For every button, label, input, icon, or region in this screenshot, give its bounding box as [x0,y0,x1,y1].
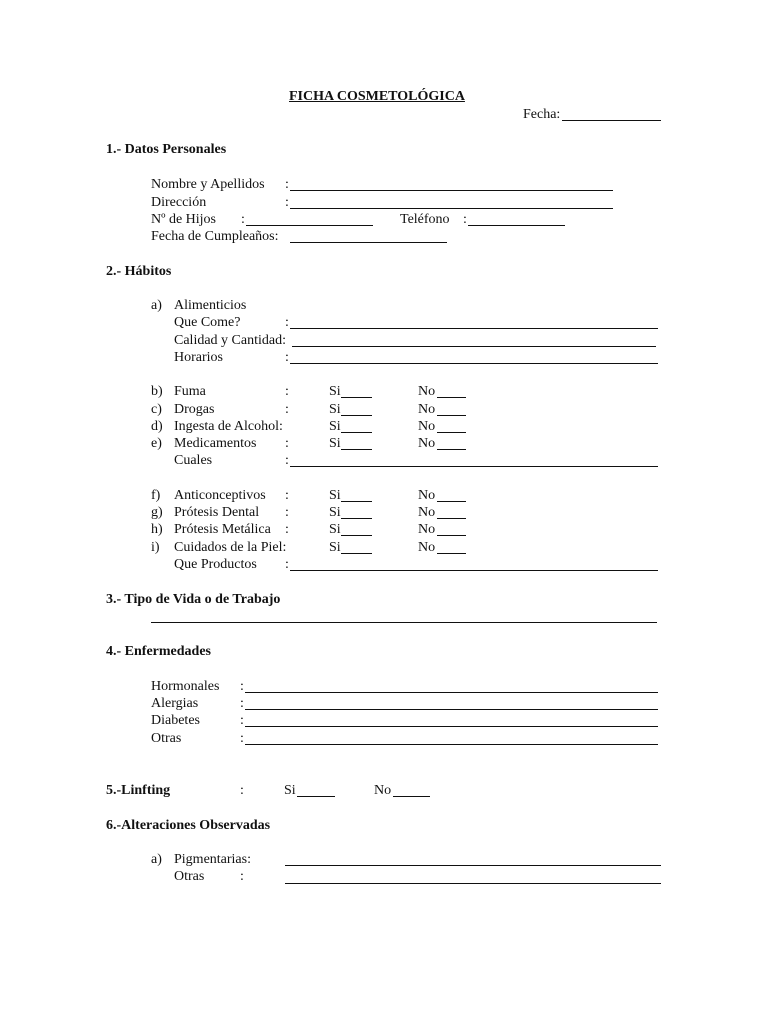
hormonales-colon: : [240,679,244,694]
direccion-field[interactable] [290,208,613,209]
hormonales-label: Hormonales [151,679,220,694]
nombre-label: Nombre y Apellidos [151,177,265,192]
fuma-label: Fuma [174,384,206,399]
medicamentos-label: Medicamentos [174,436,257,451]
linfting-no: No [374,783,392,798]
protesis-dental-si: Si [329,505,341,520]
hijos-field[interactable] [246,225,373,226]
otras-alt-colon: : [240,869,244,884]
telefono-field[interactable] [468,225,565,226]
cuidados-piel-label: Cuidados de la Piel: [174,540,287,555]
fecha-label: Fecha: [523,107,561,122]
drogas-no: No [418,402,436,417]
section-1-heading: 1.- Datos Personales [106,142,227,157]
alcohol-label: Ingesta de Alcohol: [174,419,283,434]
protesis-dental-label: Prótesis Dental [174,505,260,520]
section-3-heading: 3.- Tipo de Vida o de Trabajo [106,592,281,607]
fuma-si-field[interactable] [341,397,372,398]
que-come-colon: : [285,315,289,330]
protesis-metalica-si-field[interactable] [341,535,372,536]
cuidados-piel-no-field[interactable] [437,553,466,554]
cuidados-piel-si-field[interactable] [341,553,372,554]
fecha-field[interactable] [562,120,661,121]
fuma-colon: : [285,384,289,399]
que-come-field[interactable] [290,328,658,329]
medicamentos-si: Si [329,436,341,451]
habito-d-marker: d) [151,419,163,434]
otras-enf-colon: : [240,731,244,746]
cumple-label: Fecha de Cumpleaños: [151,229,279,244]
otras-alt-field[interactable] [285,883,661,884]
anticonceptivos-si-field[interactable] [341,501,372,502]
anticonceptivos-colon: : [285,488,289,503]
protesis-metalica-no: No [418,522,436,537]
section-5-heading: 5.-Linfting [106,783,171,798]
hijos-label: Nº de Hijos [151,212,217,227]
anticonceptivos-no: No [418,488,436,503]
page-title: FICHA COSMETOLÓGICA [289,89,465,104]
habito-g-marker: g) [151,505,163,520]
habito-c-marker: c) [151,402,162,417]
drogas-no-field[interactable] [437,415,466,416]
drogas-si-field[interactable] [341,415,372,416]
diabetes-colon: : [240,713,244,728]
protesis-metalica-no-field[interactable] [437,535,466,536]
que-productos-label: Que Productos [174,557,257,572]
linfting-no-field[interactable] [393,796,430,797]
medicamentos-no: No [418,436,436,451]
protesis-dental-colon: : [285,505,289,520]
medicamentos-si-field[interactable] [341,449,372,450]
habito-a-label: Alimenticios [174,298,247,313]
que-productos-colon: : [285,557,289,572]
protesis-metalica-colon: : [285,522,289,537]
direccion-colon: : [285,195,289,210]
section-6-heading: 6.-Alteraciones Observadas [106,818,271,833]
pigmentarias-label: Pigmentarias: [174,852,251,867]
habito-a-marker: a) [151,298,162,313]
habito-h-marker: h) [151,522,163,537]
tipo-vida-field[interactable] [151,622,657,623]
cuidados-piel-no: No [418,540,436,555]
drogas-si: Si [329,402,341,417]
drogas-label: Drogas [174,402,215,417]
alergias-label: Alergias [151,696,199,711]
habito-i-marker: i) [151,540,160,555]
protesis-metalica-si: Si [329,522,341,537]
cumple-field[interactable] [290,242,447,243]
otras-enf-label: Otras [151,731,182,746]
cuales-field[interactable] [290,466,658,467]
medicamentos-no-field[interactable] [437,449,466,450]
horarios-field[interactable] [290,363,658,364]
alergias-colon: : [240,696,244,711]
section-2-heading: 2.- Hábitos [106,264,172,279]
linfting-si-field[interactable] [297,796,335,797]
hijos-colon: : [241,212,245,227]
diabetes-label: Diabetes [151,713,200,728]
nombre-field[interactable] [290,190,613,191]
direccion-label: Dirección [151,195,207,210]
otras-alt-label: Otras [174,869,205,884]
cuales-colon: : [285,453,289,468]
protesis-dental-no-field[interactable] [437,518,466,519]
alcohol-si-field[interactable] [341,432,372,433]
otras-enf-field[interactable] [245,744,658,745]
alcohol-si: Si [329,419,341,434]
linfting-si: Si [284,783,296,798]
anticonceptivos-label: Anticonceptivos [174,488,266,503]
anticonceptivos-no-field[interactable] [437,501,466,502]
que-productos-field[interactable] [290,570,658,571]
alergias-field[interactable] [245,709,658,710]
diabetes-field[interactable] [245,726,658,727]
protesis-metalica-label: Prótesis Metálica [174,522,271,537]
alcohol-no-field[interactable] [437,432,466,433]
alteracion-a-marker: a) [151,852,162,867]
hormonales-field[interactable] [245,692,658,693]
telefono-colon: : [463,212,467,227]
nombre-colon: : [285,177,289,192]
linfting-colon: : [240,783,244,798]
pigmentarias-field[interactable] [285,865,661,866]
habito-b-marker: b) [151,384,163,399]
cuidados-piel-si: Si [329,540,341,555]
fuma-si: Si [329,384,341,399]
medicamentos-colon: : [285,436,289,451]
que-come-label: Que Come? [174,315,241,330]
horarios-label: Horarios [174,350,223,365]
section-4-heading: 4.- Enfermedades [106,644,211,659]
habito-e-marker: e) [151,436,162,451]
anticonceptivos-si: Si [329,488,341,503]
habito-f-marker: f) [151,488,161,503]
alcohol-no: No [418,419,436,434]
calidad-label: Calidad y Cantidad: [174,333,286,348]
fuma-no-field[interactable] [437,397,466,398]
calidad-field[interactable] [292,346,656,347]
telefono-label: Teléfono [400,212,450,227]
cuales-label: Cuales [174,453,213,468]
fuma-no: No [418,384,436,399]
horarios-colon: : [285,350,289,365]
protesis-dental-si-field[interactable] [341,518,372,519]
drogas-colon: : [285,402,289,417]
protesis-dental-no: No [418,505,436,520]
